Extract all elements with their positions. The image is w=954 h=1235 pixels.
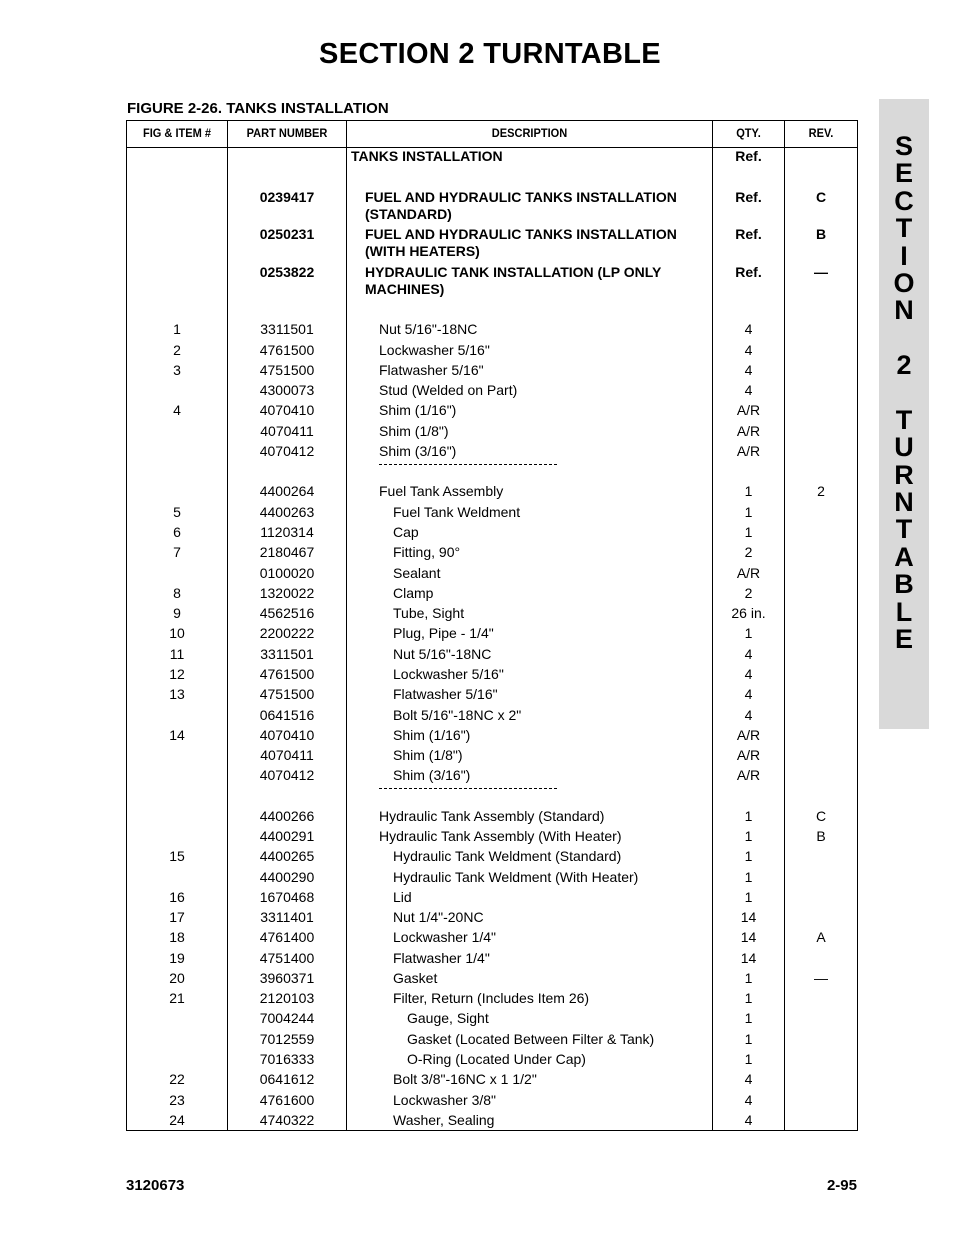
page-number: 2-95 [826, 1177, 857, 1194]
side-tab-letter: B [894, 569, 914, 600]
cell-part-number: 4400290 [259, 869, 315, 885]
cell-part-number: 4751500 [259, 362, 315, 378]
cell-description: Fuel Tank Weldment [393, 504, 521, 520]
cell-part-number: 4761500 [259, 666, 315, 682]
cell-description: Lockwasher 1/4" [393, 929, 497, 945]
cell-description: Flatwasher 5/16" [379, 362, 484, 378]
cell-fig-item: 21 [169, 990, 185, 1006]
cell-part-number: 7004244 [259, 1010, 315, 1026]
side-tab-letter: S [894, 131, 913, 161]
cell-description: Lid [393, 889, 412, 905]
cell-description: Gasket [393, 970, 438, 986]
cell-qty: 4 [744, 1092, 753, 1108]
cell-fig-item: 4 [173, 402, 181, 418]
side-tab-letter: T [895, 404, 913, 435]
figure-title: FIGURE 2-26. TANKS INSTALLATION [127, 100, 389, 117]
cell-part-number: 7012559 [259, 1031, 315, 1047]
cell-description: Gauge, Sight [407, 1010, 489, 1026]
side-tab-letter: R [894, 459, 914, 490]
cell-description: HYDRAULIC TANK INSTALLATION (LP ONLY MACHINES) [365, 264, 662, 297]
cell-fig-item: 6 [173, 524, 181, 540]
cell-description: Hydraulic Tank Weldment (Standard) [393, 848, 622, 864]
cell-qty: 1 [744, 869, 753, 885]
cell-description: Shim (3/16") [379, 443, 457, 459]
header-qty: QTY. [736, 126, 761, 140]
cell-qty: A/R [736, 565, 761, 581]
side-tab-letter: L [895, 596, 913, 627]
cell-qty: 4 [744, 707, 753, 723]
cell-part-number: 7016333 [259, 1051, 315, 1067]
side-tab-letter: E [894, 158, 913, 189]
cell-part-number: 4751500 [259, 686, 315, 702]
cell-fig-item: 20 [169, 970, 185, 986]
cell-description: Shim (1/8") [379, 423, 449, 439]
cell-description: Washer, Sealing [393, 1112, 495, 1128]
cell-fig-item: 18 [169, 929, 185, 945]
document-number: 3120673 [126, 1177, 185, 1194]
cell-rev: B [815, 226, 827, 242]
side-tab-letter: C [894, 185, 914, 216]
cell-part-number: 4070411 [260, 423, 314, 439]
cell-description: Nut 1/4"-20NC [393, 909, 484, 925]
cell-description: Fuel Tank Assembly [379, 483, 504, 499]
cell-qty: 4 [744, 646, 753, 662]
cell-part-number: 4070412 [259, 443, 315, 459]
cell-description: Filter, Return (Includes Item 26) [393, 990, 590, 1006]
cell-description: Shim (3/16") [393, 767, 471, 783]
cell-description: Cap [393, 524, 419, 540]
cell-part-number: 0100020 [259, 565, 315, 581]
cell-qty: 4 [744, 382, 753, 398]
cell-fig-item: 9 [173, 605, 181, 621]
cell-part-number: 4070410 [259, 402, 315, 418]
cell-qty: 1 [744, 1051, 753, 1067]
side-tab-letter: T [895, 514, 913, 545]
cell-description: Shim (1/16") [379, 402, 457, 418]
cell-rev: C [815, 808, 827, 824]
cell-fig-item: 17 [169, 909, 185, 925]
side-tab-letter: 2 [896, 350, 912, 381]
side-tab-letter: E [894, 624, 913, 655]
cell-fig-item: 3 [173, 362, 181, 378]
cell-part-number: 0250231 [259, 226, 315, 242]
cell-fig-item: 14 [169, 727, 185, 743]
cell-description: O-Ring (Located Under Cap) [407, 1051, 586, 1067]
cell-description: Shim (1/8") [393, 747, 463, 763]
cell-fig-item: 12 [169, 666, 185, 682]
group-separator [379, 464, 557, 465]
side-tab-letter: A [894, 541, 914, 572]
side-tab-letter [879, 325, 929, 352]
cell-part-number: 0641612 [259, 1071, 315, 1087]
cell-fig-item: 24 [169, 1112, 185, 1128]
cell-part-number: 1120314 [260, 524, 314, 540]
side-tab-letter: T [895, 213, 913, 244]
cell-qty: 4 [744, 362, 753, 378]
cell-rev: A [816, 929, 826, 945]
cell-part-number: 3311501 [260, 646, 314, 662]
cell-part-number: 2120103 [259, 990, 315, 1006]
page-title: SECTION 2 TURNTABLE [319, 38, 661, 70]
cell-part-number: 4300073 [259, 382, 315, 398]
cell-fig-item: 10 [169, 625, 185, 641]
cell-part-number: 4562516 [259, 605, 315, 621]
cell-description: Tube, Sight [393, 605, 465, 621]
cell-qty: 1 [744, 625, 753, 641]
cell-description: Nut 5/16"-18NC [379, 321, 478, 337]
cell-part-number: 4761400 [259, 929, 315, 945]
cell-fig-item: 15 [169, 848, 185, 864]
cell-part-number: 0253822 [259, 264, 315, 280]
cell-qty: 14 [740, 950, 757, 966]
cell-fig-item: 22 [169, 1071, 185, 1087]
cell-part-number: 4761500 [259, 342, 315, 358]
cell-description: Nut 5/16"-18NC [393, 646, 492, 662]
side-tab-letters [879, 133, 929, 653]
cell-part-number: 3311501 [260, 321, 314, 337]
cell-part-number: 4751400 [259, 950, 315, 966]
cell-rev: C [815, 189, 827, 205]
cell-qty: Ref. [735, 226, 762, 242]
cell-part-number: 4070412 [259, 767, 315, 783]
cell-qty: Ref. [735, 148, 762, 164]
cell-description: Lockwasher 3/8" [393, 1092, 497, 1108]
cell-part-number: 4400265 [259, 848, 315, 864]
cell-description: Gasket (Located Between Filter & Tank) [407, 1031, 655, 1047]
cell-qty: 1 [744, 828, 753, 844]
cell-part-number: 4070410 [259, 727, 315, 743]
side-tab-letter: O [893, 267, 915, 298]
cell-description: Hydraulic Tank Assembly (Standard) [379, 808, 605, 824]
cell-description: FUEL AND HYDRAULIC TANKS INSTALLATION (WITH HEATERS) [365, 226, 677, 259]
cell-qty: 1 [744, 504, 753, 520]
cell-rev: 2 [817, 483, 825, 499]
header-description: DESCRIPTION [491, 126, 568, 140]
cell-description: Sealant [393, 565, 441, 581]
cell-qty: 14 [740, 929, 757, 945]
cell-fig-item: 8 [173, 585, 181, 601]
cell-qty: 1 [744, 848, 753, 864]
section-side-tab [879, 99, 929, 729]
cell-fig-item: 1 [173, 321, 181, 337]
cell-qty: Ref. [735, 264, 762, 280]
cell-qty: 1 [744, 970, 753, 986]
cell-qty: A/R [736, 402, 761, 418]
cell-part-number: 4761600 [259, 1092, 315, 1108]
cell-description: Clamp [393, 585, 434, 601]
cell-fig-item: 16 [169, 889, 185, 905]
cell-part-number: 3311401 [260, 909, 314, 925]
cell-qty: Ref. [735, 189, 762, 205]
cell-description: Plug, Pipe - 1/4" [393, 625, 494, 641]
cell-qty: 4 [744, 321, 753, 337]
cell-part-number: 1320022 [259, 585, 315, 601]
cell-qty: A/R [736, 767, 761, 783]
cell-qty: A/R [736, 423, 761, 439]
cell-qty: A/R [736, 747, 761, 763]
cell-qty: 26 in. [731, 605, 766, 621]
cell-qty: A/R [736, 727, 761, 743]
cell-part-number: 4740322 [259, 1112, 315, 1128]
cell-qty: A/R [736, 443, 761, 459]
cell-part-number: 4400264 [259, 483, 315, 499]
cell-part-number: 4400263 [259, 504, 315, 520]
cell-description: Fitting, 90° [393, 544, 461, 560]
cell-qty: 1 [744, 1031, 753, 1047]
cell-fig-item: 2 [173, 342, 181, 358]
cell-fig-item: 7 [173, 544, 181, 560]
header-fig-item: FIG & ITEM # [142, 126, 212, 140]
cell-part-number: 3960371 [259, 970, 315, 986]
cell-qty: 4 [744, 686, 753, 702]
cell-description: Shim (1/16") [393, 727, 471, 743]
parts-table [126, 120, 858, 1131]
cell-qty: 4 [744, 666, 753, 682]
header-rev: REV. [808, 126, 834, 140]
cell-qty: 4 [744, 1071, 753, 1087]
cell-qty: 1 [744, 990, 753, 1006]
cell-description: FUEL AND HYDRAULIC TANKS INSTALLATION (STANDARD) [365, 189, 677, 222]
cell-description: Stud (Welded on Part) [379, 382, 518, 398]
cell-part-number: 2180467 [259, 544, 315, 560]
cell-description: Bolt 3/8"-16NC x 1 1/2" [393, 1071, 537, 1087]
cell-fig-item: 11 [169, 646, 185, 662]
cell-description: Bolt 5/16"-18NC x 2" [393, 707, 522, 723]
side-tab-letter: N [894, 295, 914, 326]
cell-qty: 1 [744, 889, 753, 905]
cell-description: Lockwasher 5/16" [393, 666, 504, 682]
cell-description: Hydraulic Tank Weldment (With Heater) [393, 869, 639, 885]
cell-description: Lockwasher 5/16" [379, 342, 490, 358]
cell-part-number: 4070411 [260, 747, 314, 763]
cell-rev: — [814, 264, 828, 280]
cell-rev: B [816, 828, 826, 844]
cell-part-number: 4400291 [259, 828, 315, 844]
cell-part-number: 0641516 [259, 707, 315, 723]
side-tab-letter: N [894, 487, 914, 518]
side-tab-letter: I [900, 240, 908, 271]
header-part-number: PART NUMBER [246, 126, 328, 140]
cell-fig-item: 13 [169, 686, 185, 702]
cell-description: Flatwasher 5/16" [393, 686, 498, 702]
cell-qty: 1 [744, 808, 753, 824]
cell-qty: 2 [744, 585, 753, 601]
side-tab-letter: U [894, 432, 914, 463]
cell-qty: 1 [744, 1010, 753, 1026]
cell-qty: 1 [744, 483, 753, 499]
cell-rev: — [814, 970, 828, 986]
cell-description: TANKS INSTALLATION [351, 148, 503, 164]
side-tab-letter [879, 380, 929, 407]
cell-part-number: 2200222 [259, 625, 315, 641]
cell-description: Flatwasher 1/4" [393, 950, 490, 966]
cell-part-number: 4400266 [259, 808, 315, 824]
cell-qty: 2 [744, 544, 753, 560]
cell-qty: 4 [744, 342, 753, 358]
cell-fig-item: 5 [173, 504, 181, 520]
cell-fig-item: 19 [169, 950, 185, 966]
cell-qty: 14 [740, 909, 757, 925]
cell-part-number: 1670468 [259, 889, 315, 905]
cell-qty: 1 [744, 524, 753, 540]
cell-part-number: 0239417 [259, 189, 315, 205]
cell-description: Hydraulic Tank Assembly (With Heater) [379, 828, 622, 844]
cell-qty: 4 [744, 1112, 753, 1128]
cell-fig-item: 23 [169, 1092, 185, 1108]
group-separator [379, 788, 557, 789]
